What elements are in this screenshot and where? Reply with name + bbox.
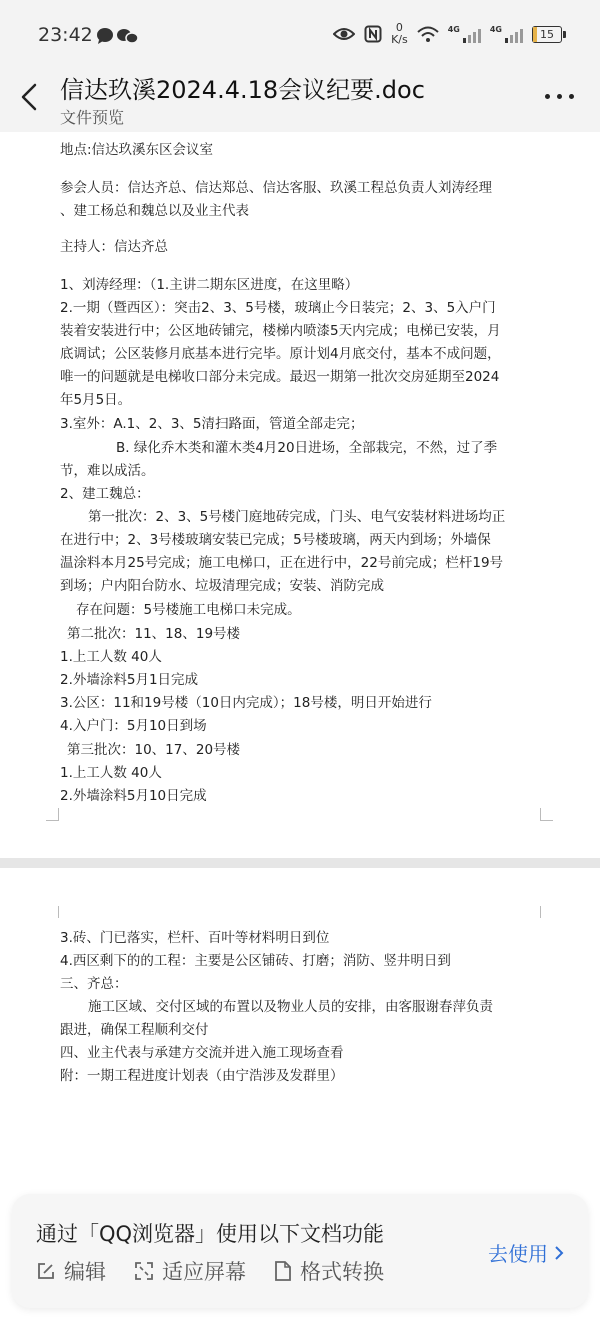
- doc-line: 1、刘涛经理：（1.主讲二期东区进度，在这里略）: [60, 277, 359, 293]
- wechat-icon: [117, 29, 138, 43]
- doc-line: 2.一期（暨西区）：突击2、3、5号楼，玻璃止今日装完；2、3、5入户门: [60, 300, 496, 316]
- doc-line: 2、建工魏总：: [60, 486, 150, 502]
- doc-line: 参会人员：信达齐总、信达郑总、信达客服、玖溪工程总负责人刘涛经理: [60, 180, 492, 196]
- doc-line: 4.入户门：5月10日到场: [60, 718, 207, 734]
- doc-line: 3.室外：A.1、2、3、5清扫路面，管道全部走完；: [60, 416, 364, 432]
- doc-line: 地点:信达玖溪东区会议室: [60, 142, 214, 158]
- doc-line: 主持人：信达齐总: [60, 239, 168, 255]
- doc-line: 3.公区：11和19号楼（10日内完成）；18号楼，明日开始进行: [60, 695, 432, 711]
- page-corner-mark: [540, 906, 553, 918]
- doc-line: 年5月5日。: [60, 392, 132, 408]
- nfc-icon: [364, 25, 382, 43]
- doc-line: 三、齐总：: [60, 976, 128, 992]
- signal-tag: 4G: [447, 25, 460, 34]
- doc-line: 唯一的问题就是电梯收口部分未完成。最迟一期第一批次交房延期至2024: [60, 369, 500, 385]
- net-speed: [391, 22, 408, 46]
- wifi-icon: [417, 25, 439, 43]
- eye-icon: [333, 26, 355, 42]
- file-icon: [274, 1261, 292, 1281]
- browser-promo-card: [12, 1194, 588, 1308]
- battery-fill: [533, 27, 537, 42]
- doc-line: 节，难以成活。: [60, 463, 155, 479]
- fit-screen-icon: [134, 1261, 154, 1281]
- status-time: 23:42: [38, 24, 93, 46]
- more-options-button[interactable]: [545, 94, 574, 99]
- document-page-1[interactable]: [0, 132, 600, 858]
- doc-line: 第一批次：2、3、5号楼门庭地砖完成，门头、电气安装材料进场均正: [88, 509, 506, 525]
- fit-screen-feature[interactable]: [134, 1256, 246, 1286]
- app-header: [0, 60, 600, 132]
- doc-line: 第三批次：10、17、20号楼: [67, 742, 241, 758]
- more-dot-icon: [545, 94, 550, 99]
- notification-icons: [96, 27, 142, 49]
- doc-line: 在进行中；2、3号楼玻璃安装已完成；5号楼玻璃，两天内到场；外墙保: [60, 532, 491, 548]
- more-dot-icon: [569, 94, 574, 99]
- status-right: [333, 22, 562, 46]
- net-speed-unit: K/s: [391, 33, 408, 46]
- promo-title: 通过「QQ浏览器」使用以下文档功能: [36, 1222, 385, 1246]
- doc-line: 2.外墙涂料5月1日完成: [60, 672, 199, 688]
- more-dot-icon: [557, 94, 562, 99]
- doc-line: 2.外墙涂料5月10日完成: [60, 788, 207, 804]
- go-use-label: 去使用: [488, 1242, 548, 1266]
- doc-line: 3.砖、门已落实，栏杆、百叶等材料明日到位: [60, 930, 330, 946]
- doc-line: 装着安装进行中；公区地砖铺完，楼梯内喷漆5天内完成；电梯已安装，月: [60, 323, 501, 339]
- doc-line: 4.西区剩下的的工程：主要是公区铺砖、打磨；消防、竖井明日到: [60, 953, 451, 969]
- battery-level: 15: [540, 27, 554, 41]
- page-corner-mark: [46, 906, 59, 918]
- document-title: 信达玖溪2024.4.18会议纪要.doc: [60, 76, 425, 104]
- doc-line: 附：一期工程进度计划表（由宁浩涉及发群里）: [60, 1068, 344, 1084]
- promo-features: [36, 1256, 384, 1286]
- chat-bubble-icon: [97, 28, 113, 44]
- doc-line: B. 绿化乔木类和灌木类4月20日进场，全部栽完，不然，过了季: [116, 440, 498, 456]
- edit-icon: [36, 1261, 56, 1281]
- format-convert-label: 格式转换: [300, 1260, 384, 1284]
- signal-icon: [448, 25, 481, 43]
- doc-line: 、建工杨总和魏总以及业主代表: [60, 203, 249, 219]
- chevron-right-icon: [554, 1245, 564, 1261]
- battery-icon: [532, 26, 562, 43]
- page-separator: [0, 858, 600, 868]
- doc-line: 第二批次：11、18、19号楼: [67, 626, 241, 642]
- back-arrow-icon: [18, 82, 40, 112]
- doc-line: 跟进，确保工程顺利交付: [60, 1022, 209, 1038]
- edit-feature[interactable]: [36, 1256, 106, 1286]
- format-convert-feature[interactable]: [274, 1256, 384, 1286]
- page-corner-mark: [540, 808, 553, 821]
- doc-line: 到场；户内阳台防水、垃圾清理完成；安装、消防完成: [60, 578, 384, 594]
- document-subtitle: 文件预览: [60, 108, 125, 127]
- doc-line: 温涂料本月25号完成；施工电梯口，正在进行中，22号前完成；栏杆19号: [60, 555, 504, 571]
- doc-line: 施工区域、交付区域的布置以及物业人员的安排，由客服谢春萍负责: [88, 999, 493, 1015]
- back-button[interactable]: [18, 82, 40, 116]
- signal-icon-2: [490, 25, 523, 43]
- signal-tag-2: 4G: [489, 25, 502, 34]
- fit-screen-label: 适应屏幕: [162, 1260, 246, 1284]
- doc-line: 1.上工人数 40人: [60, 649, 162, 665]
- page-corner-mark: [46, 808, 59, 821]
- go-use-button[interactable]: [488, 1238, 564, 1267]
- net-speed-value: 0: [395, 21, 403, 34]
- doc-line: 1.上工人数 40人: [60, 765, 162, 781]
- doc-line: 四、业主代表与承建方交流并进入施工现场查看: [60, 1045, 344, 1061]
- doc-line: 存在问题：5号楼施工电梯口未完成。: [76, 602, 301, 618]
- doc-line: 底调试；公区装修月底基本进行完毕。原计划4月底交付，基本不成问题，: [60, 346, 501, 362]
- edit-label: 编辑: [64, 1260, 106, 1284]
